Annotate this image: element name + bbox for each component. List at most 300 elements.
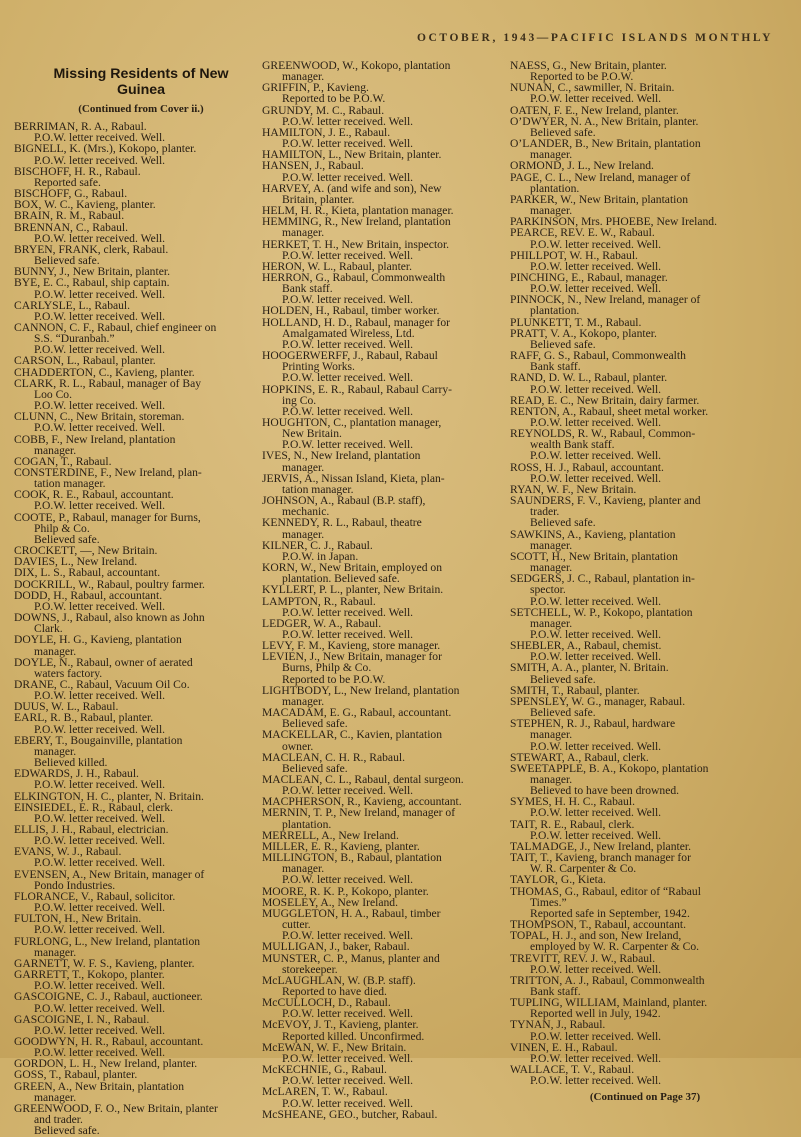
resident-entry <box>262 975 506 997</box>
resident-name-line: BYE, E. C., Rabaul, ship captain. <box>14 276 170 290</box>
resident-name-line: EARL, R. B., Rabaul, planter. <box>14 711 154 725</box>
resident-name-line: IVES, N., New Ireland, plantation <box>262 449 421 463</box>
resident-entry <box>510 250 780 272</box>
resident-detail-line: Clark. <box>34 622 63 636</box>
resident-name-line: McLAREN, T. W., Rabaul. <box>262 1085 388 1099</box>
resident-entry <box>510 874 780 885</box>
resident-entry <box>510 462 780 484</box>
resident-name-line: HERRON, G., Rabaul, Commonwealth <box>262 270 446 284</box>
resident-status-line: P.O.W. letter received. Well. <box>34 834 166 848</box>
resident-name-line: WALLACE, T. V., Rabaul. <box>510 1063 635 1077</box>
resident-name-line: TOPAL, H. J., and son, New Ireland, <box>510 929 682 943</box>
resident-status-line: P.O.W. letter received. Well. <box>530 962 662 976</box>
resident-name-line: RAND, D. W. L., Rabaul, planter. <box>510 371 668 385</box>
resident-entry <box>262 305 506 316</box>
resident-status-line: P.O.W. letter received. Well. <box>34 599 166 613</box>
resident-entry <box>510 328 780 350</box>
resident-entry <box>510 82 780 104</box>
resident-status-line: Believed safe. <box>34 1124 100 1137</box>
resident-entry <box>262 807 506 829</box>
resident-name-line: MILLINGTON, B., Rabaul, plantation <box>262 851 442 865</box>
resident-name-line: COOK, R. E., Rabaul, accountant. <box>14 488 174 502</box>
resident-name-line: McCULLOCH, D., Rabaul. <box>262 996 391 1010</box>
resident-name-line: GARNETT, W. F. S., Kavieng, planter. <box>14 956 195 970</box>
resident-entry <box>510 60 780 82</box>
resident-name-line: PEARCE, REV. E. W., Rabaul. <box>510 226 655 240</box>
resident-status-line: P.O.W. letter received. Well. <box>282 293 414 307</box>
resident-name-line: KILNER, C. J., Rabaul. <box>262 538 373 552</box>
resident-status-line: P.O.W. letter received. Well. <box>34 1001 166 1015</box>
resident-entry <box>262 1042 506 1064</box>
resident-detail-line: manager. <box>282 694 325 708</box>
resident-entry <box>14 969 250 991</box>
resident-entry <box>262 584 506 595</box>
resident-detail-line: manager. <box>530 616 573 630</box>
resident-name-line: HOLLAND, H. D., Rabaul, manager for <box>262 315 451 329</box>
resident-name-line: GREENWOOD, F. O., New Britain, planter <box>14 1101 218 1115</box>
resident-name-line: PINNOCK, N., New Ireland, manager of <box>510 293 701 307</box>
resident-detail-line: manager. <box>34 1090 77 1104</box>
resident-entry <box>14 355 250 366</box>
resident-detail-line: plantation. <box>282 817 332 831</box>
resident-name-line: GORDON, L. H., New Ireland, planter. <box>14 1057 198 1071</box>
resident-entry <box>14 166 250 188</box>
resident-name-line: BRYEN, FRANK, clerk, Rabaul. <box>14 242 169 256</box>
resident-name-line: ORMOND, J. L., New Ireland. <box>510 159 654 173</box>
resident-name-line: SYMES, H. H. C., Rabaul. <box>510 795 635 809</box>
resident-name-line: SCOTT, H., New Britain, plantation <box>510 549 678 563</box>
resident-entry <box>510 953 780 975</box>
resident-name-line: REYNOLDS, R. W., Rabaul, Common- <box>510 427 696 441</box>
resident-entry <box>14 735 250 768</box>
resident-entry <box>262 908 506 941</box>
resident-status-line: P.O.W. in Japan. <box>282 549 359 563</box>
resident-status-line: Reported to be P.O.W. <box>282 672 386 686</box>
resident-name-line: SMITH, T., Rabaul, planter. <box>510 683 640 697</box>
resident-entry <box>262 1086 506 1108</box>
resident-entry <box>262 953 506 975</box>
resident-detail-line: employed by W. R. Carpenter & Co. <box>530 940 700 954</box>
column-3-entries <box>510 60 780 1086</box>
resident-entry <box>510 718 780 751</box>
resident-status-line: P.O.W. letter received. Well. <box>34 309 166 323</box>
resident-name-line: PRATT, V. A., Kokopo, planter. <box>510 326 657 340</box>
resident-name-line: DOYLE, N., Rabaul, owner of aerated <box>14 655 193 669</box>
resident-detail-line: Loo Co. <box>34 387 73 401</box>
resident-entry <box>510 763 780 796</box>
resident-status-line: P.O.W. letter received. Well. <box>530 416 662 429</box>
resident-status-line: Reported killed. Unconfirmed. <box>282 1029 425 1043</box>
resident-name-line: McSHEANE, GEO., butcher, Rabaul. <box>262 1107 438 1121</box>
resident-entry <box>262 1109 506 1120</box>
resident-name-line: COBB, F., New Ireland, plantation <box>14 432 176 446</box>
resident-name-line: HARVEY, A. (and wife and son), New <box>262 181 442 195</box>
resident-name-line: BERRIMAN, R. A., Rabaul. <box>14 120 147 134</box>
resident-name-line: JOHNSON, A., Rabaul (B.P. staff), <box>262 494 426 508</box>
resident-detail-line: New Britain. <box>282 427 342 441</box>
resident-name-line: PHILLPOT, W. H., Rabaul. <box>510 248 638 262</box>
resident-name-line: THOMPSON, T., Rabaul, accountant. <box>510 918 687 932</box>
resident-status-line: P.O.W. letter received. Well. <box>34 811 166 825</box>
resident-name-line: BISCHOFF, H. R., Rabaul. <box>14 164 141 178</box>
resident-status-line: P.O.W. letter received. Well. <box>34 979 166 993</box>
article-title-line-2: Guinea <box>116 82 166 98</box>
resident-entry <box>510 930 780 952</box>
resident-status-line: P.O.W. letter received. Well. <box>34 131 166 145</box>
resident-status-line: P.O.W. letter received. Well. <box>282 137 414 151</box>
resident-name-line: SHEBLER, A., Rabaul, chemist. <box>510 639 662 653</box>
resident-name-line: McKECHNIE, G., Rabaul. <box>262 1063 387 1077</box>
resident-entry <box>262 60 506 82</box>
column-1 <box>14 60 250 1136</box>
resident-status-line: P.O.W. letter received. Well. <box>282 784 414 798</box>
resident-entry <box>262 774 506 796</box>
resident-entry <box>262 160 506 182</box>
resident-entry <box>510 495 780 528</box>
resident-entry <box>510 819 780 841</box>
resident-name-line: EVANS, W. J., Rabaul. <box>14 845 122 859</box>
resident-name-line: GARRETT, T., Kokopo, planter. <box>14 968 165 982</box>
resident-name-line: HERON, W. L., Rabaul, planter. <box>262 259 413 273</box>
resident-detail-line: and trader. <box>34 1113 83 1127</box>
resident-name-line: MACKELLAR, C., Kavien, plantation <box>262 728 443 742</box>
resident-entry <box>14 802 250 824</box>
resident-entry <box>510 428 780 461</box>
resident-entry <box>262 997 506 1019</box>
resident-status-line: P.O.W. letter received. Well. <box>34 901 166 915</box>
resident-name-line: TAYLOR, G., Kieta. <box>510 873 606 887</box>
resident-status-line: P.O.W. letter received. Well. <box>530 650 662 664</box>
resident-status-line: P.O.W. letter received. Well. <box>530 237 662 251</box>
resident-name-line: MUNSTER, C. P., Manus, planter and <box>262 951 440 965</box>
resident-entry <box>262 272 506 305</box>
resident-name-line: RYAN, W. F., New Britain. <box>510 482 637 496</box>
resident-name-line: FURLONG, L., New Ireland, plantation <box>14 934 201 948</box>
resident-detail-line: Bank staff. <box>530 360 581 374</box>
resident-entry <box>510 350 780 372</box>
resident-name-line: EINSIEDEL, E. R., Rabaul, clerk. <box>14 800 174 814</box>
resident-status-line: P.O.W. letter received. Well. <box>282 371 414 385</box>
resident-name-line: ELKINGTON, H. C., planter, N. Britain. <box>14 789 204 803</box>
resident-entry <box>262 685 506 707</box>
resident-entry <box>262 540 506 562</box>
resident-status-line: P.O.W. letter received. Well. <box>282 337 414 351</box>
resident-detail-line: manager. <box>530 204 573 218</box>
resident-entry <box>14 846 250 868</box>
resident-entry <box>510 662 780 684</box>
resident-name-line: CROCKETT, —, New Britain. <box>14 544 158 558</box>
resident-status-line: P.O.W. letter received. Well. <box>530 471 662 485</box>
resident-name-line: TAIT, T., Kavieng, branch manager for <box>510 851 691 865</box>
resident-detail-line: manager. <box>282 527 325 541</box>
continued-note: (Continued on Page 37) <box>589 1091 701 1104</box>
resident-entry <box>262 618 506 640</box>
resident-entry <box>262 596 506 618</box>
resident-name-line: GOSS, T., Rabaul, planter. <box>14 1068 138 1082</box>
resident-name-line: RENTON, A., Rabaul, sheet metal worker. <box>510 404 709 418</box>
resident-name-line: MERRELL, A., New Ireland. <box>262 828 399 842</box>
resident-status-line: P.O.W. letter received. Well. <box>282 627 414 641</box>
resident-name-line: McEWAN, W. F., New Britain. <box>262 1040 407 1054</box>
column-1-entries <box>14 121 250 1136</box>
resident-name-line: PINCHING, E., Rabaul, manager. <box>510 270 668 284</box>
resident-status-line: P.O.W. letter received. Well. <box>282 605 414 619</box>
resident-entry <box>14 210 250 221</box>
resident-entry <box>262 317 506 350</box>
resident-name-line: MILLER, E. R., Kavieng, planter. <box>262 839 420 853</box>
resident-entry <box>14 612 250 634</box>
resident-status-line: Believed safe. <box>530 672 596 686</box>
resident-status-line: P.O.W. letter received. Well. <box>530 1051 662 1065</box>
resident-name-line: TRITTON, A. J., Rabaul, Commonwealth <box>510 973 705 987</box>
resident-entry <box>14 1081 250 1103</box>
resident-name-line: TYNAN, J., Rabaul. <box>510 1018 606 1032</box>
resident-status-line: P.O.W. letter received. Well. <box>282 1007 414 1021</box>
resident-entry <box>14 1103 250 1136</box>
resident-name-line: MACLEAN, C. H. R., Rabaul. <box>262 750 405 764</box>
resident-name-line: CANNON, C. F., Rabaul, chief engineer on <box>14 320 217 334</box>
resident-name-line: TAIT, R. E., Rabaul, clerk. <box>510 817 635 831</box>
resident-status-line: P.O.W. letter received. Well. <box>282 114 414 128</box>
resident-entry <box>14 378 250 411</box>
resident-name-line: MACADAM, E. G., Rabaul, accountant. <box>262 706 452 720</box>
resident-status-line: P.O.W. letter received. Well. <box>530 92 662 106</box>
resident-entry <box>262 852 506 885</box>
resident-entry <box>14 913 250 935</box>
resident-name-line: GOODWYN, H. R., Rabaul, accountant. <box>14 1034 204 1048</box>
article-subtitle: (Continued from Cover ii.) <box>78 103 204 115</box>
resident-name-line: DRANE, C., Rabaul, Vacuum Oil Co. <box>14 677 190 691</box>
resident-status-line: P.O.W. letter received. Well. <box>530 1029 662 1043</box>
resident-detail-line: trader. <box>530 505 560 519</box>
resident-name-line: HOOGERWERFF, J., Rabaul, Rabaul <box>262 349 438 363</box>
resident-name-line: VINEN, E. H., Rabaul. <box>510 1040 618 1054</box>
resident-name-line: DAVIES, L., New Ireland. <box>14 555 138 569</box>
resident-name-line: FLORANCE, V., Rabaul, solicitor. <box>14 889 176 903</box>
resident-name-line: PARKINSON, Mrs. PHOEBE, New Ireland. <box>510 215 717 229</box>
resident-entry <box>14 411 250 433</box>
resident-status-line: Believed safe. <box>34 254 100 268</box>
resident-status-line: P.O.W. letter received. Well. <box>282 929 414 943</box>
resident-name-line: JERVIS, A., Nissan Island, Kieta, plan- <box>262 471 445 485</box>
resident-entry <box>14 277 250 299</box>
resident-entry <box>262 216 506 238</box>
resident-name-line: CLUNN, C., New Britain, storeman. <box>14 410 185 424</box>
resident-entry <box>510 138 780 160</box>
resident-name-line: HOUGHTON, C., plantation manager, <box>262 416 442 429</box>
resident-status-line: Reported to be P.O.W. <box>530 70 634 84</box>
resident-name-line: KYLLERT, P. L., planter, New Britain. <box>262 583 444 597</box>
resident-name-line: NAESS, G., New Britain, planter. <box>510 59 667 72</box>
resident-detail-line: manager. <box>530 561 573 575</box>
resident-status-line: Reported safe. <box>34 175 101 189</box>
resident-entry <box>510 1064 780 1086</box>
resident-status-line: P.O.W. letter received. Well. <box>530 806 662 820</box>
resident-entry <box>14 891 250 913</box>
resident-entry <box>510 529 780 551</box>
resident-detail-line: wealth Bank staff. <box>530 438 615 452</box>
resident-name-line: DOWNS, J., Rabaul, also known as John <box>14 611 205 625</box>
resident-name-line: DODD, H., Rabaul, accountant. <box>14 588 163 602</box>
resident-detail-line: storekeeper. <box>282 962 338 976</box>
resident-name-line: GREENWOOD, W., Kokopo, plantation <box>262 59 451 72</box>
resident-status-line: Believed safe. <box>530 516 596 530</box>
resident-entry <box>262 729 506 751</box>
resident-status-line: Believed safe. <box>282 717 348 731</box>
resident-name-line: MOSELEY, A., New Ireland. <box>262 895 398 909</box>
resident-entry <box>510 975 780 997</box>
resident-detail-line: ing Co. <box>282 393 317 407</box>
resident-status-line: P.O.W. letter received. Well. <box>530 259 662 273</box>
resident-name-line: SPENSLEY, W. G., manager, Rabaul. <box>510 694 686 708</box>
resident-entry <box>262 1064 506 1086</box>
resident-name-line: DUUS, W. L., Rabaul. <box>14 700 119 714</box>
resident-entry <box>14 712 250 734</box>
resident-status-line: P.O.W. letter received. Well. <box>530 594 662 608</box>
resident-entry <box>510 294 780 316</box>
resident-name-line: MOORE, R. K. P., Kokopo, planter. <box>262 884 429 898</box>
page-header: OCTOBER, 1943—PACIFIC ISLANDS MONTHLY <box>416 32 773 44</box>
resident-status-line: P.O.W. letter received. Well. <box>34 1046 166 1060</box>
resident-entry <box>14 590 250 612</box>
resident-status-line: Believed to have been drowned. <box>530 784 680 798</box>
resident-name-line: GREEN, A., New Britain, plantation <box>14 1079 185 1093</box>
resident-entry <box>510 997 780 1019</box>
resident-entry <box>510 172 780 194</box>
resident-detail-line: Britain, planter. <box>282 192 355 206</box>
resident-name-line: BUNNY, J., New Britain, planter. <box>14 265 170 279</box>
resident-name-line: MERNIN, T. P., New Ireland, manager of <box>262 806 456 820</box>
resident-entry <box>262 651 506 684</box>
resident-entry <box>14 791 250 802</box>
resident-entry <box>262 517 506 539</box>
resident-status-line: Believed safe. <box>530 337 596 351</box>
resident-detail-line: W. R. Carpenter & Co. <box>530 862 637 876</box>
resident-name-line: THOMAS, G., Rabaul, editor of “Rabaul <box>510 884 701 898</box>
resident-name-line: STEPHEN, R. J., Rabaul, hardware <box>510 717 676 731</box>
resident-entry <box>14 467 250 489</box>
resident-name-line: SETCHELL, W. P., Kokopo, plantation <box>510 605 693 619</box>
resident-name-line: SWEETAPPLE, B. A., Kokopo, plantation <box>510 761 709 775</box>
resident-name-line: SMITH, A. A., planter, N. Britain. <box>510 661 669 675</box>
resident-status-line: Believed safe. <box>282 761 348 775</box>
resident-name-line: LEVIEN, J., New Britain, manager for <box>262 650 442 664</box>
resident-name-line: PLUNKETT, T. M., Rabaul. <box>510 315 642 329</box>
resident-entry <box>14 936 250 958</box>
resident-entry <box>14 567 250 578</box>
resident-detail-line: manager. <box>34 744 77 758</box>
resident-entry <box>14 489 250 511</box>
resident-detail-line: manager. <box>282 460 325 474</box>
resident-entry <box>510 551 780 573</box>
resident-entry <box>262 417 506 450</box>
resident-name-line: BRENNAN, C., Rabaul. <box>14 220 129 234</box>
resident-detail-line: Pondo Industries. <box>34 878 116 892</box>
resident-name-line: McLAUGHLAN, W. (B.P. staff). <box>262 973 416 987</box>
resident-name-line: CONSTERDINE, F., New Ireland, plan- <box>14 466 202 479</box>
resident-status-line: Reported well in July, 1942. <box>530 1007 661 1021</box>
resident-status-line: P.O.W. letter received. Well. <box>34 287 166 301</box>
resident-name-line: KORN, W., New Britain, employed on <box>262 561 443 575</box>
resident-name-line: DOYLE, H. G., Kavieng, plantation <box>14 633 182 647</box>
article-title <box>32 66 250 98</box>
resident-detail-line: Bank staff. <box>530 984 581 998</box>
resident-status-line: P.O.W. letter received. Well. <box>34 153 166 167</box>
resident-status-line: P.O.W. letter received. Well. <box>34 689 166 703</box>
resident-status-line: P.O.W. letter received. Well. <box>282 873 414 887</box>
resident-entry <box>510 852 780 874</box>
resident-name-line: COGAN, T., Rabaul. <box>14 454 112 468</box>
resident-name-line: CLARK, R. L., Rabaul, manager of Bay <box>14 376 202 390</box>
resident-detail-line: manager. <box>34 644 77 658</box>
resident-entry <box>14 300 250 322</box>
resident-status-line: P.O.W. letter received. Well. <box>530 382 662 396</box>
resident-name-line: TUPLING, WILLIAM, Mainland, planter. <box>510 996 708 1010</box>
resident-entry <box>510 160 780 171</box>
resident-entry <box>14 121 250 143</box>
resident-name-line: EDWARDS, J. H., Rabaul. <box>14 767 139 781</box>
resident-detail-line: spector. <box>530 583 566 597</box>
resident-entry <box>262 473 506 495</box>
resident-name-line: CHADDERTON, C., Kavieng, planter. <box>14 365 195 379</box>
resident-entry <box>262 450 506 472</box>
resident-status-line: P.O.W. letter received. Well. <box>282 404 414 418</box>
resident-name-line: TREVITT, REV. J. W., Rabaul. <box>510 951 656 965</box>
resident-entry <box>262 350 506 383</box>
resident-status-line: Reported to be P.O.W. <box>282 92 386 106</box>
resident-entry <box>14 434 250 456</box>
resident-entry <box>14 657 250 679</box>
resident-entry <box>510 1019 780 1041</box>
resident-name-line: OATEN, F. E., New Ireland, planter. <box>510 103 679 117</box>
resident-entry <box>510 696 780 718</box>
resident-status-line: P.O.W. letter received. Well. <box>34 421 166 435</box>
resident-status-line: P.O.W. letter received. Well. <box>282 170 414 184</box>
resident-entry <box>14 679 250 701</box>
resident-name-line: NUNAN, C., sawmiller, N. Britain. <box>510 81 675 95</box>
resident-name-line: SAUNDERS, F. V., Kavieng, planter and <box>510 494 701 508</box>
resident-entry <box>262 562 506 584</box>
resident-detail-line: manager. <box>34 945 77 959</box>
resident-entry <box>262 941 506 952</box>
resident-detail-line: tation manager. <box>282 482 354 496</box>
resident-name-line: LEDGER, W. A., Rabaul. <box>262 616 382 630</box>
resident-entry <box>14 244 250 266</box>
resident-entry <box>262 384 506 417</box>
resident-name-line: EBERY, T., Bougainville, plantation <box>14 733 183 747</box>
resident-entry <box>262 1019 506 1041</box>
resident-detail-line: Amalgamated Wireless, Ltd. <box>282 326 415 340</box>
resident-status-line: Reported to have died. <box>282 984 387 998</box>
resident-name-line: LAMPTON, R., Rabaul. <box>262 594 376 608</box>
resident-status-line: P.O.W. letter received. Well. <box>34 722 166 736</box>
resident-entry <box>14 824 250 846</box>
resident-name-line: GRUNDY, M. C., Rabaul. <box>262 103 385 117</box>
resident-status-line: P.O.W. letter received. Well. <box>34 856 166 870</box>
resident-entry <box>510 573 780 606</box>
resident-entry <box>262 183 506 205</box>
resident-entry <box>510 194 780 216</box>
resident-name-line: HAMILTON, J. E., Rabaul. <box>262 125 391 139</box>
resident-entry <box>262 127 506 149</box>
resident-entry <box>510 372 780 394</box>
resident-name-line: STEWART, A., Rabaul, clerk. <box>510 750 649 764</box>
resident-detail-line: Times.” <box>530 895 567 909</box>
resident-status-line: P.O.W. letter received. Well. <box>34 1023 166 1037</box>
resident-name-line: ELLIS, J. H., Rabaul, electrician. <box>14 823 169 836</box>
resident-entry <box>14 143 250 165</box>
resident-name-line: BOX, W. C., Kavieng, planter. <box>14 198 156 212</box>
